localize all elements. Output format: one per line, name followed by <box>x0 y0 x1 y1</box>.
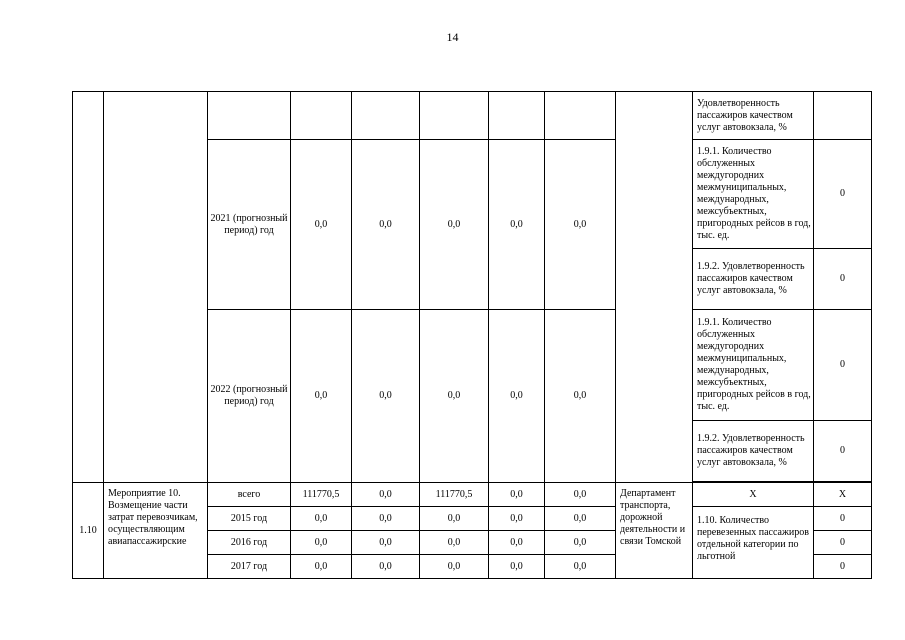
executor-text: Департамент транспорта, дорожной деятельности и связи Томской <box>620 488 686 547</box>
value-cell: 0,0 <box>291 555 352 579</box>
value-cell: 0,0 <box>545 310 616 483</box>
year-cell: 2022 (прогнозный период) год <box>208 310 291 483</box>
year-cell: 2016 год <box>208 531 291 555</box>
value-cell: 111770,5 <box>291 483 352 507</box>
x-mark: Х <box>693 483 814 507</box>
value-cell: 0,0 <box>420 531 489 555</box>
indicator-cell: 1.9.1. Количество обслуженных междугородних межмуниципальных, международных, межсубъектных, пригородных рейсов в год, тыс. ед. <box>693 310 814 421</box>
value-cell: 0,0 <box>489 531 545 555</box>
value-cell: 0,0 <box>545 140 616 310</box>
value-cell: 0,0 <box>545 531 616 555</box>
event-title <box>104 483 208 579</box>
value-cell: 0,0 <box>420 310 489 483</box>
year-cell: 2015 год <box>208 507 291 531</box>
indicator-value: 0 <box>814 249 872 310</box>
table-row <box>73 483 872 507</box>
indicator-cell: 1.9.2. Удовлетворенность пассажиров качеством услуг автовокзала, % <box>693 421 814 482</box>
value-cell: 0,0 <box>352 140 420 310</box>
indicator-value: 0 <box>814 555 872 579</box>
indicator-text: 1.10. Количество перевезенных пассажиров отдельной категории по льготной <box>697 515 809 562</box>
indicator-value: 0 <box>814 507 872 531</box>
value-cell: 0,0 <box>489 507 545 531</box>
value-cell: 0,0 <box>352 483 420 507</box>
value-cell: 0,0 <box>291 140 352 310</box>
event-cell <box>104 92 208 483</box>
indicator-cell: 1.9.1. Количество обслуженных междугородних межмуниципальных, международных, межсубъектных, пригородных рейсов в год, тыс. ед. <box>693 140 814 249</box>
year-cell: 2017 год <box>208 555 291 579</box>
indicator-value: 0 <box>814 421 872 482</box>
value-cell: 0,0 <box>545 555 616 579</box>
value-cell: 0,0 <box>545 507 616 531</box>
executor-cell <box>616 92 693 483</box>
row-number: 1.10 <box>73 483 104 579</box>
value-cell: 0,0 <box>489 140 545 310</box>
num-cell <box>73 92 104 483</box>
indicator-value: 0 <box>814 140 872 249</box>
value-cell: 0,0 <box>291 507 352 531</box>
value-cell: 0,0 <box>420 555 489 579</box>
value-cell: 0,0 <box>352 555 420 579</box>
value-cell: 0,0 <box>545 483 616 507</box>
indicator-value: 0 <box>814 531 872 555</box>
value-cell: 0,0 <box>352 531 420 555</box>
program-table <box>72 91 872 579</box>
value-cell: 0,0 <box>489 310 545 483</box>
value-cell: 0,0 <box>489 555 545 579</box>
x-mark: Х <box>814 483 872 507</box>
indicator-cell: 1.9.2. Удовлетворенность пассажиров качеством услуг автовокзала, % <box>693 249 814 310</box>
value-cell: 0,0 <box>420 507 489 531</box>
indicator-value: 0 <box>814 310 872 421</box>
indicator-cell <box>693 507 814 579</box>
value-cell: 0,0 <box>420 140 489 310</box>
value-cell: 0,0 <box>291 310 352 483</box>
value-cell: 0,0 <box>489 483 545 507</box>
indicator-cell: Удовлетворенность пассажиров качеством услуг автовокзала, % <box>693 92 814 140</box>
value-cell: 0,0 <box>352 310 420 483</box>
value-cell: 111770,5 <box>420 483 489 507</box>
value-cell: 0,0 <box>291 531 352 555</box>
total-label: всего <box>208 483 291 507</box>
page-number: 14 <box>446 30 459 44</box>
event-text: Мероприятие 10. Возмещение части затрат перевозчикам, осуществляющим авиапассажирские <box>108 488 198 547</box>
table-row <box>73 92 872 140</box>
year-cell: 2021 (прогнозный период) год <box>208 140 291 310</box>
value-cell: 0,0 <box>352 507 420 531</box>
executor-cell <box>616 483 693 579</box>
